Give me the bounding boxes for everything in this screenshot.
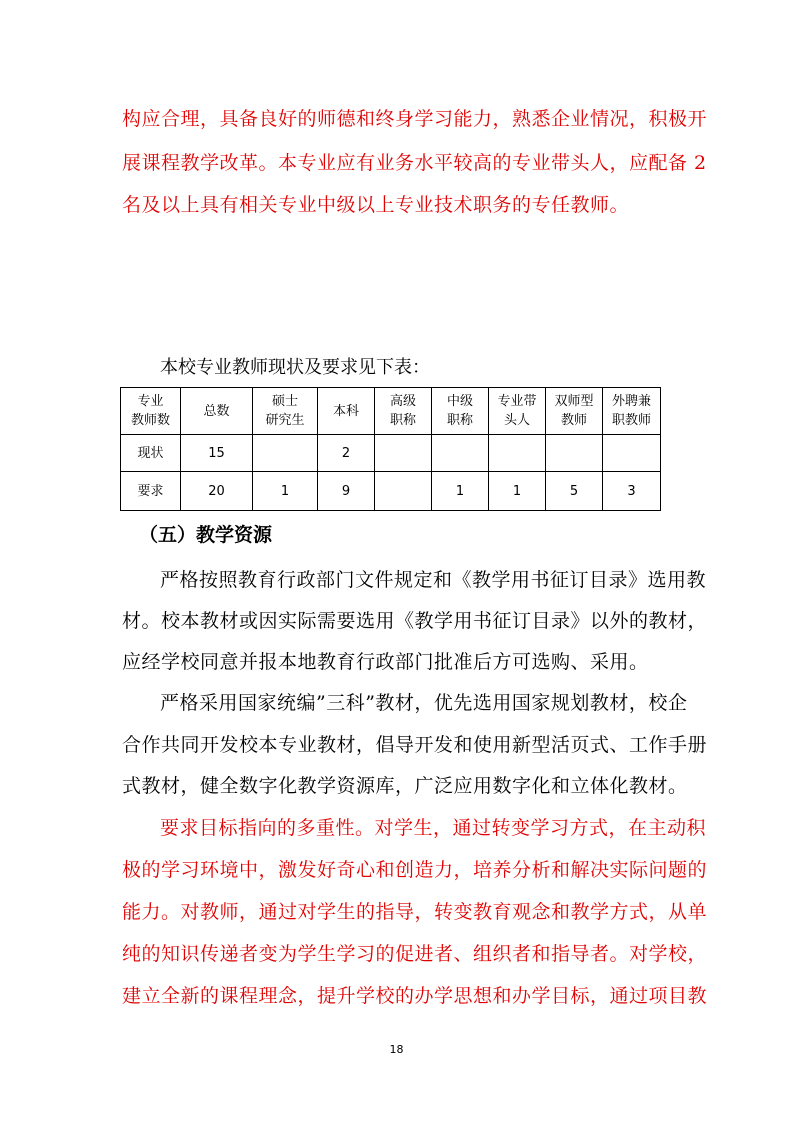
table-cell: 5 [546,472,603,511]
table-cell: 15 [181,435,253,472]
body-text-line: 名及以上具有相关专业中级以上专业技术职务的专任教师。 [122,194,630,216]
table-caption: 本校专业教师现状及要求见下表： [160,357,430,378]
body-text-line: 建立全新的课程理念，提升学校的办学思想和办学目标，通过项目教 [122,985,708,1007]
table-header-row [121,388,661,435]
table-header-cell: 专业 教师数 [121,388,181,435]
body-text-line: 严格按照教育行政部门文件规定和《教学用书征订目录》选用教 [160,569,707,591]
body-text-line: 要求目标指向的多重性。对学生，通过转变学习方式，在主动积 [160,817,707,839]
table-cell [375,472,432,511]
table-header-cell: 双师型 教师 [546,388,603,435]
table-cell [253,435,318,472]
section-heading: （五）教学资源 [139,524,273,546]
body-text-line: 展课程教学改革。本专业应有业务水平较高的专业带头人，应配备 2 [122,152,707,174]
page-number: 18 [389,1043,404,1056]
body-text-line: 能力。对教师，通过对学生的指导，转变教育观念和教学方式，从单 [122,901,708,923]
table-cell: 1 [489,472,546,511]
body-text-line: 式教材，健全数字化教学资源库，广泛应用数字化和立体化教材。 [122,775,688,797]
table-header-cell: 高级 职称 [375,388,432,435]
body-text-line: 严格采用国家统编”三科”教材，优先选用国家规划教材，校企 [160,692,688,714]
body-text-line: 纯的知识传递者变为学生学习的促进者、组织者和指导者。对学校， [122,943,708,965]
body-text-line: 合作共同开发校本专业教材，倡导开发和使用新型活页式、工作手册 [122,734,708,756]
table-cell [603,435,661,472]
body-text-line: 极的学习环境中，激发好奇心和创造力，培养分析和解决实际问题的 [122,859,708,881]
table-cell: 3 [603,472,661,511]
table-header-cell: 总数 [181,388,253,435]
table-cell: 20 [181,472,253,511]
table-cell: 1 [253,472,318,511]
table-cell: 9 [318,472,375,511]
table-cell: 要求 [121,472,181,511]
table-cell: 1 [432,472,489,511]
table-header-cell: 硕士 研究生 [253,388,318,435]
table-header-cell: 本科 [318,388,375,435]
table-cell [546,435,603,472]
table-cell [432,435,489,472]
table-cell [375,435,432,472]
table-header-cell: 外聘兼 职教师 [603,388,661,435]
body-text-line: 材。校本教材或因实际需要选用《教学用书征订目录》以外的教材， [122,610,708,632]
table-cell: 现状 [121,435,181,472]
table-header-cell: 专业带 头人 [489,388,546,435]
staff-table [120,387,661,511]
table-cell [489,435,546,472]
table-row [121,435,661,472]
table-header-cell: 中级 职称 [432,388,489,435]
body-text-line: 应经学校同意并报本地教育行政部门批准后方可选购、采用。 [122,651,649,673]
table-cell: 2 [318,435,375,472]
table-row [121,472,661,511]
body-text-line: 构应合理，具备良好的师德和终身学习能力，熟悉企业情况，积极开 [122,108,708,130]
